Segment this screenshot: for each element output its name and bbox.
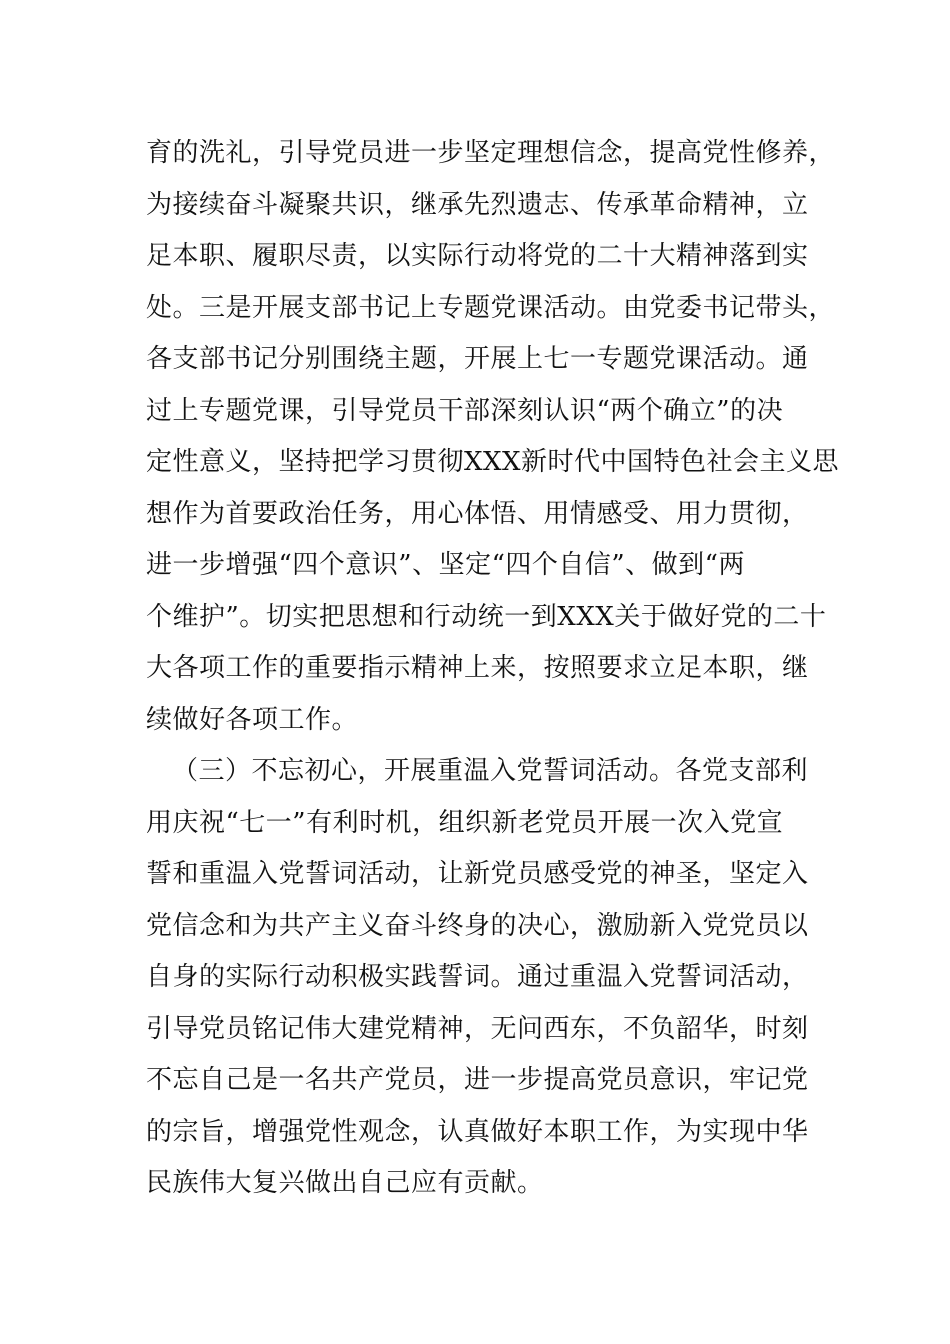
text-line: 过上专题党课，引导党员干部深刻认识“两个确立”的决 xyxy=(146,395,784,426)
text-line: 誓和重温入党誓词活动，让新党员感受党的神圣，坚定入 xyxy=(146,859,809,889)
body-text xyxy=(146,128,840,1210)
text-line: 用庆祝“七一”有利时机，组织新老党员开展一次入党宣 xyxy=(146,807,784,838)
text-line: 育的洗礼，引导党员进一步坚定理想信念，提高党性修养， xyxy=(146,138,836,168)
text-line: 大各项工作的重要指示精神上来，按照要求立足本职，继 xyxy=(146,653,809,683)
text-line: 足本职、履职尽责，以实际行动将党的二十大精神落到实 xyxy=(146,241,809,271)
text-line: 处。三是开展支部书记上专题党课活动。由党委书记带头， xyxy=(146,292,836,323)
text-line: 引导党员铭记伟大建党精神，无问西东，不负韶华，时刻 xyxy=(146,1013,809,1044)
text-line: 各支部书记分别围绕主题，开展上七一专题党课活动。通 xyxy=(146,344,809,374)
section-heading-line: （三）不忘初心，开展重温入党誓词活动。各党支部利 xyxy=(172,756,809,786)
text-line: 定性意义，坚持把学习贯彻XXX新时代中国特色社会主义思 xyxy=(146,447,840,477)
text-line: 想作为首要政治任务，用心体悟、用情感受、用力贯彻， xyxy=(146,498,809,529)
text-line: 党信念和为共产主义奋斗终身的决心，激励新入党党员以 xyxy=(146,910,809,941)
text-line: 为接续奋斗凝聚共识，继承先烈遗志、传承革命精神，立 xyxy=(146,189,809,220)
text-line: 的宗旨，增强党性观念，认真做好本职工作，为实现中华 xyxy=(146,1116,809,1147)
text-line: 续做好各项工作。 xyxy=(146,704,359,735)
text-line: 民族伟大复兴做出自己应有贡献。 xyxy=(146,1168,544,1198)
text-line: 不忘自己是一名共产党员，进一步提高党员意识，牢记党 xyxy=(146,1065,809,1095)
text-line: 自身的实际行动积极实践誓词。通过重温入党誓词活动， xyxy=(146,962,809,992)
text-line: 个维护”。切实把思想和行动统一到XXX关于做好党的二十 xyxy=(146,601,827,632)
text-line: 进一步增强“四个意识”、坚定“四个自信”、做到“两 xyxy=(146,550,745,580)
